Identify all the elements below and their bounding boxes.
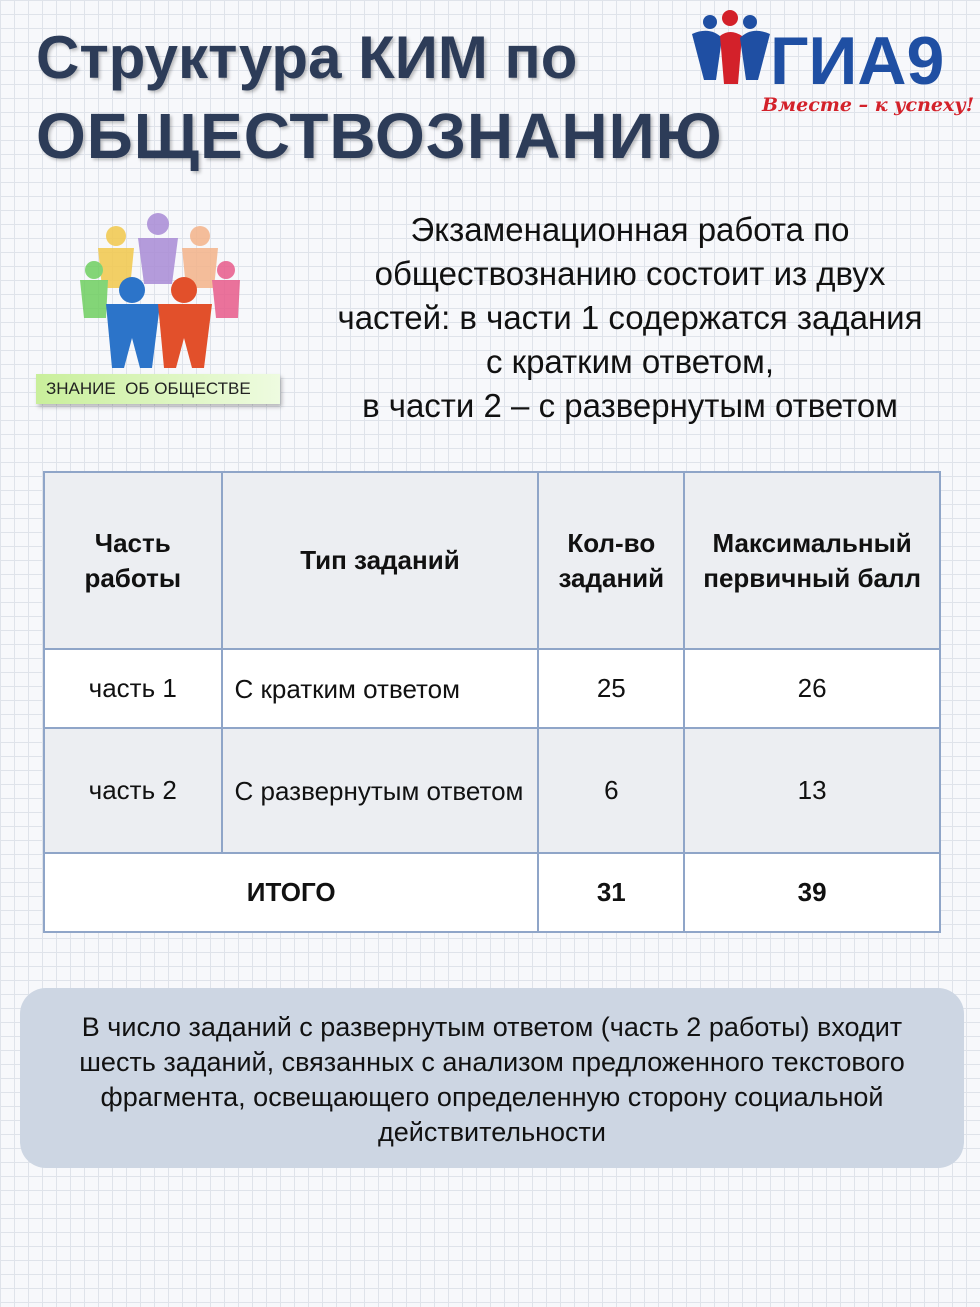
logo-slogan: Вместе – к успеху!	[762, 94, 975, 116]
title-line-1: Структура КИМ по	[36, 24, 578, 91]
note-box: В число заданий с развернутым ответом (часть 2 работы) входит шесть заданий, связанных с анализом предложенного текстового фрагмента, освещающего определенную сторону социальной действительности	[20, 988, 964, 1168]
row1-count: 25	[538, 649, 684, 728]
header-type: Тип заданий	[222, 472, 539, 649]
row1-score: 26	[684, 649, 940, 728]
header-count: Кол-во заданий	[538, 472, 684, 649]
header-score: Максимальный первичный балл	[684, 472, 940, 649]
logo-text: ГИА9	[770, 23, 945, 98]
table-header-row	[44, 472, 940, 649]
table-total-row	[44, 853, 940, 932]
row1-type: С кратким ответом	[222, 649, 539, 728]
people-circle-icon	[76, 208, 246, 373]
row2-type: С развернутым ответом	[222, 728, 539, 853]
intro-text: Экзаменационная работа по обществознанию состоит из двух частей: в части 1 содержатся задания с кратким ответом, в части 2 – с развернутым ответом	[337, 211, 923, 424]
table-row	[44, 649, 940, 728]
gia9-logo-icon	[686, 8, 972, 98]
knowledge-badge: ЗНАНИЕ ОБ ОБЩЕСТВЕ	[36, 374, 280, 404]
total-label: ИТОГО	[44, 853, 538, 932]
row2-score: 13	[684, 728, 940, 853]
kim-structure-table	[43, 471, 941, 933]
gia9-logo	[686, 8, 975, 120]
header-part: Часть работы	[44, 472, 222, 649]
row2-part: часть 2	[44, 728, 222, 853]
table-row	[44, 728, 940, 853]
row1-part: часть 1	[44, 649, 222, 728]
title-line-2: ОБЩЕСТВОЗНАНИЮ	[36, 100, 723, 172]
total-score: 39	[684, 853, 940, 932]
page-title	[36, 24, 736, 172]
total-count: 31	[538, 853, 684, 932]
row2-count: 6	[538, 728, 684, 853]
